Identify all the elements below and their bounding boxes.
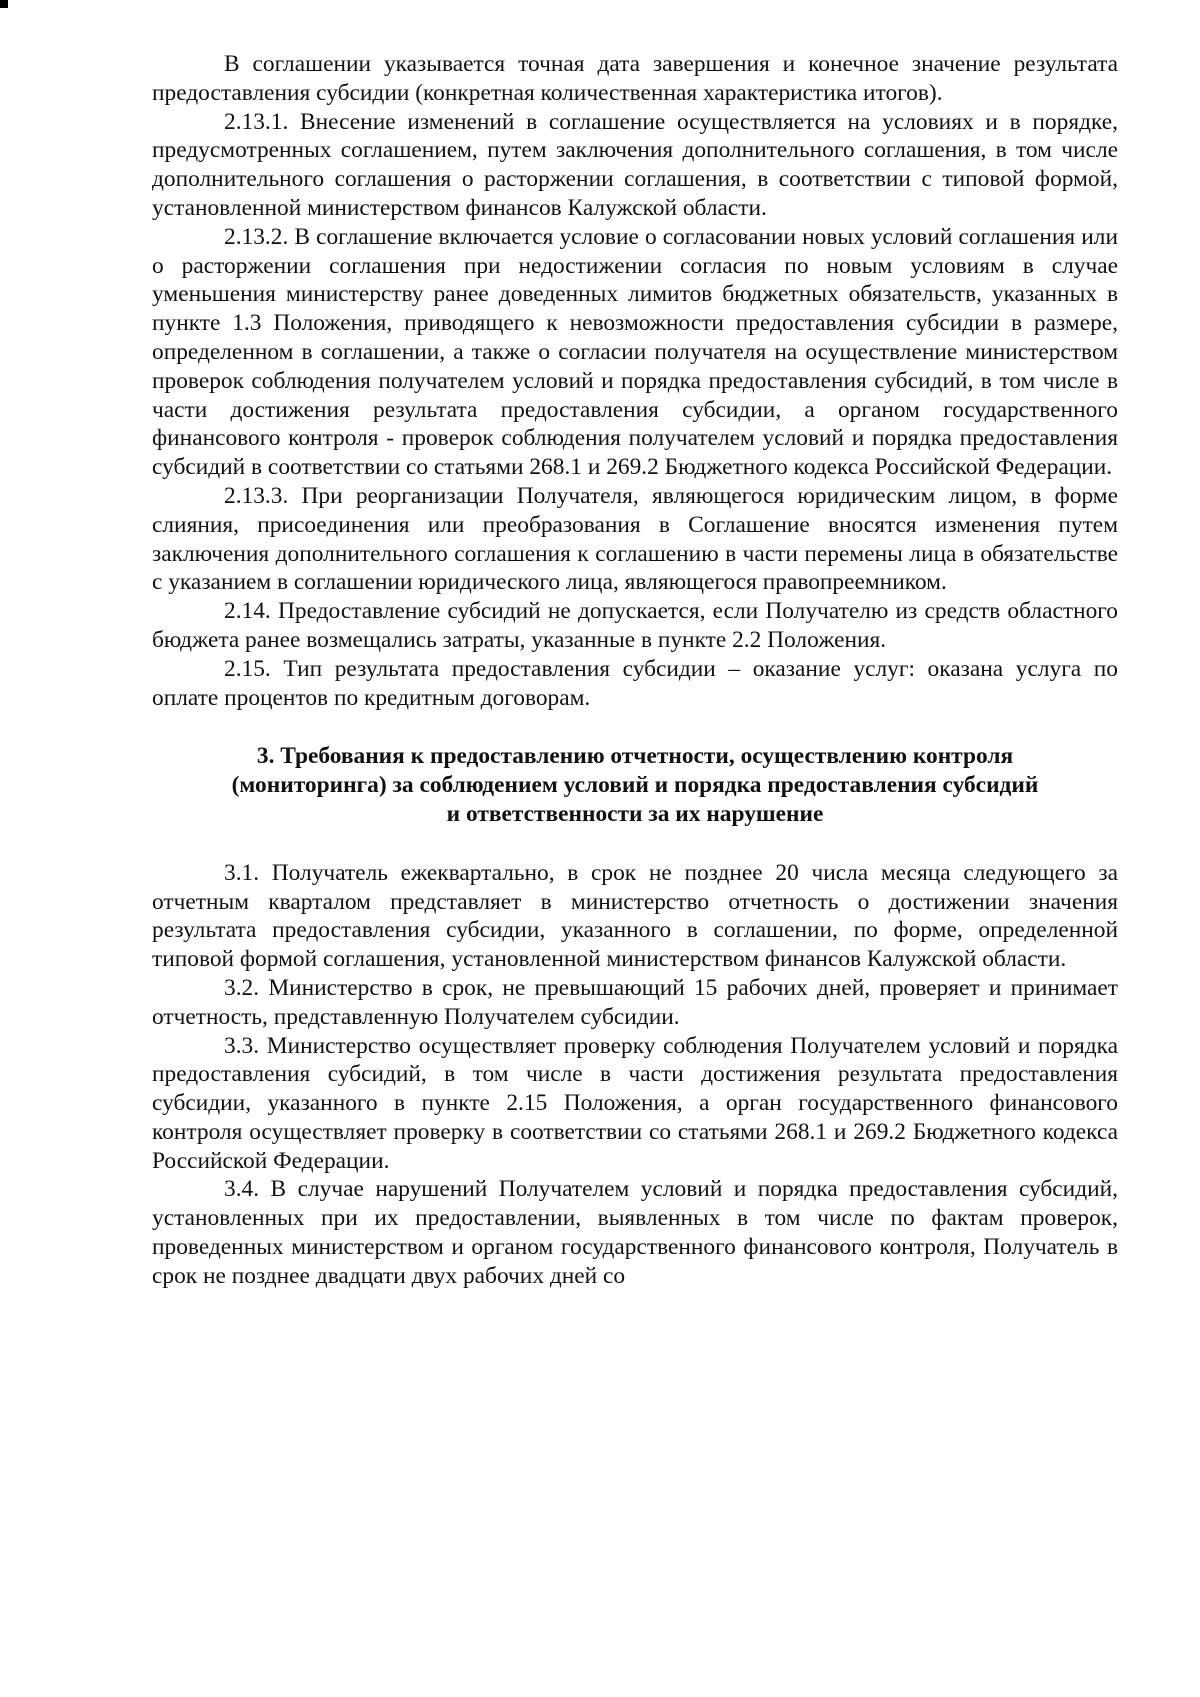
paragraph-3-1: 3.1. Получатель ежеквартально, в срок не позднее 20 числа месяца следующего за отчетным кварталом представляет в министерство отчетность о достижении значения результата предоставления субсидии, указанного в соглашении, по форме, определенной типовой формой соглашения, установленной министерством финансов Калужской области. xyxy=(152,859,1118,973)
paragraph-2-13-1: 2.13.1. Внесение изменений в соглашение осуществляется на условиях и в порядке, предусмотренных соглашением, путем заключения дополнительного соглашения, в том числе дополнительного соглашения о расторжении соглашения, в соответствии с типовой формой, установленной министерством финансов Калужской области. xyxy=(152,108,1118,221)
section-3-heading-line-2: (мониторинга) за соблюдением условий и порядка предоставления субсидий xyxy=(231,772,1039,799)
paragraph-3-3: 3.3. Министерство осуществляет проверку соблюдения Получателем условий и порядка предоставления субсидий, в том числе в части достижения результата предоставления субсидии, указанного в пункте 2.15 Положения, а орган государственного финансового контроля осуществляет проверку в соответствии со статьями 268.1 и 269.2 Бюджетного кодекса Российской Федерации. xyxy=(152,1032,1118,1174)
section-3-heading-line-1: 3. Требования к предоставлению отчетности, осуществлению контроля xyxy=(256,743,1014,770)
paragraph-agreement-date: В соглашении указывается точная дата завершения и конечное значение результата предоставления субсидии (конкретная количественная характеристика итогов). xyxy=(152,51,1118,106)
paragraph-3-4: 3.4. В случае нарушений Получателем условий и порядка предоставления субсидий, установленных при их предоставлении, выявленных в том числе по фактам проверок, проведенных министерством и органом государственного финансового контроля, Получатель в срок не позднее двадцати двух рабочих дней со xyxy=(152,1176,1118,1289)
paragraph-3-2: 3.2. Министерство в срок, не превышающий 15 рабочих дней, проверяет и принимает отчетность, представленную Получателем субсидии. xyxy=(152,974,1118,1030)
section-3-heading xyxy=(152,742,1118,828)
paragraph-2-14: 2.14. Предоставление субсидий не допускается, если Получателю из средств областного бюджета ранее возмещались затраты, указанные в пункте 2.2 Положения. xyxy=(152,598,1118,653)
paragraph-2-13-3: 2.13.3. При реорганизации Получателя, являющегося юридическим лицом, в форме слияния, присоединения или преобразования в Соглашение вносятся изменения путем заключения дополнительного соглашения к соглашению в части перемены лица в обязательстве с указанием в соглашении юридического лица, являющегося правопреемником. xyxy=(152,482,1118,596)
paragraph-2-13-2: 2.13.2. В соглашение включается условие о согласовании новых условий соглашения или о расторжении соглашения при недостижении согласия по новым условиям в случае уменьшения министерству ранее доведенных лимитов бюджетных обязательств, указанных в пункте 1.3 Положения, приводящего к невозможности предоставления субсидии в размере, определенном в соглашении, а также о согласии получателя на осуществление министерством проверок соблюдения получателем условий и порядка предоставления субсидий, в том числе в части достижения результата предоставления субсидии, а органом государственного финансового контроля - проверок соблюдения получателем условий и порядка предоставления субсидий в соответствии со статьями 268.1 и 269.2 Бюджетного кодекса Российской Федерации. xyxy=(152,223,1118,481)
paragraph-2-15: 2.15. Тип результата предоставления субсидии – оказание услуг: оказана услуга по оплате процентов по кредитным договорам. xyxy=(152,655,1118,711)
scan-corner-mark xyxy=(0,0,8,8)
document-page xyxy=(152,50,1118,1291)
section-3-heading-line-3: и ответственности за их нарушение xyxy=(446,800,824,827)
